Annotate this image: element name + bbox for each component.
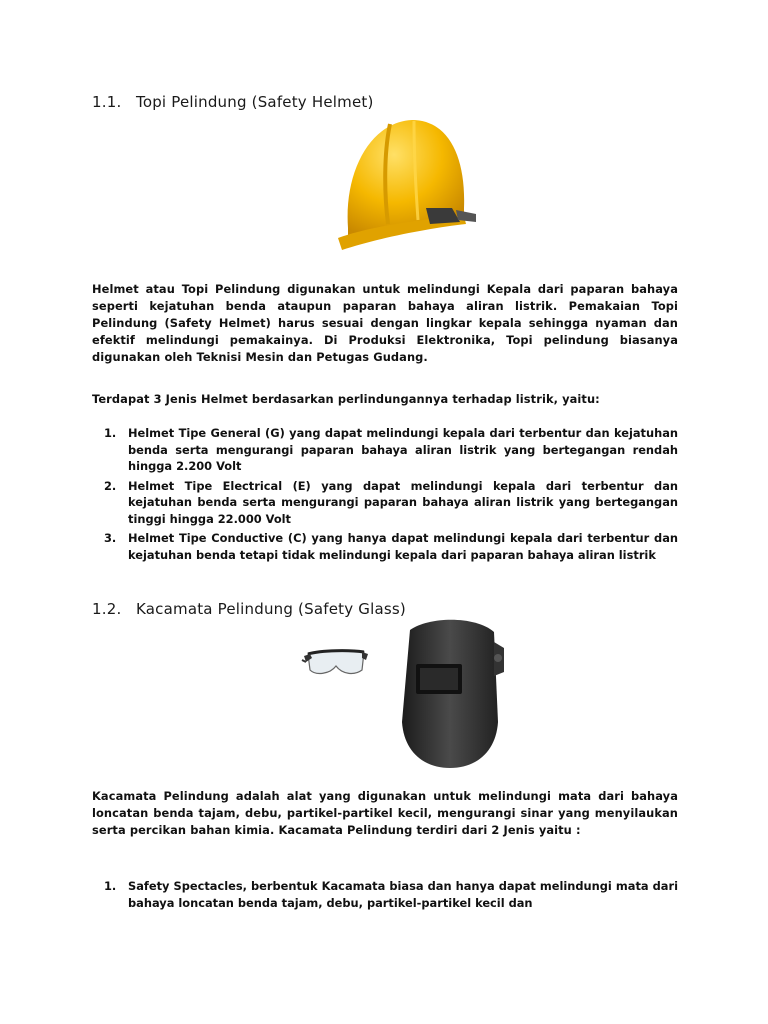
list-item-number: 3. (104, 531, 117, 545)
list-item-number: 1. (104, 879, 117, 893)
list-item (92, 478, 678, 528)
glasses-description: Kacamata Pelindung adalah alat yang digunakan untuk melindungi mata dari bahaya loncatan benda tajam, debu, partikel-partikel kecil, mengurangi sinar yang menyilaukan serta percikan bahan kimia. Kacamata Pelindung terdiri dari 2 Jenis yaitu : (92, 789, 678, 837)
list-item (92, 425, 678, 475)
section-heading-helmet (92, 93, 374, 111)
helmet-types-intro: Terdapat 3 Jenis Helmet berdasarkan perlindungannya terhadap listrik, yaitu: (92, 392, 600, 406)
list-item (92, 530, 678, 563)
helmet-description: Helmet atau Topi Pelindung digunakan untuk melindungi Kepala dari paparan bahaya seperti kejatuhan benda ataupun paparan bahaya aliran listrik. Pemakaian Topi Pelindung (Safety Helmet) harus sesuai dengan lingkar kepala sehingga nyaman dan efektif melindungi pemakainya. Di Produksi Elektronika, Topi pelindung biasanya digunakan oleh Teknisi Mesin dan Petugas Gudang. (92, 282, 678, 364)
glasses-types-list (92, 878, 678, 914)
welding-face-shield-icon (390, 612, 508, 770)
list-item-text: Helmet Tipe General (G) yang dapat melindungi kepala dari terbentur dan kejatuhan benda serta mengurangi paparan bahaya aliran listrik yang bertegangan rendah hingga 2.200 Volt (128, 426, 678, 473)
list-item-number: 2. (104, 478, 117, 493)
helmet-types-list (92, 425, 678, 566)
list-item-text: Helmet Tipe Conductive (C) yang hanya dapat melindungi kepala dari terbentur dan kejatuhan benda tetapi tidak melindungi kepala dari paparan bahaya aliran listrik (128, 531, 678, 562)
section-number: 1.1. (92, 93, 122, 111)
list-item (92, 878, 678, 911)
section-title: Topi Pelindung (Safety Helmet) (136, 93, 374, 111)
safety-spectacles-icon (300, 640, 370, 688)
list-item-text: Safety Spectacles, berbentuk Kacamata biasa dan hanya dapat melindungi mata dari bahaya loncatan benda tajam, debu, partikel-partikel kecil dan (128, 879, 678, 910)
list-item-text: Helmet Tipe Electrical (E) yang dapat melindungi kepala dari terbentur dan kejatuhan benda serta mengurangi paparan bahaya aliran listrik yang bertegangan tinggi hingga 22.000 Volt (128, 478, 678, 526)
section-number: 1.2. (92, 600, 122, 618)
section-heading-glasses (92, 600, 406, 618)
section-title: Kacamata Pelindung (Safety Glass) (136, 600, 406, 618)
yellow-safety-helmet-icon (330, 112, 480, 264)
list-item-number: 1. (104, 426, 117, 440)
